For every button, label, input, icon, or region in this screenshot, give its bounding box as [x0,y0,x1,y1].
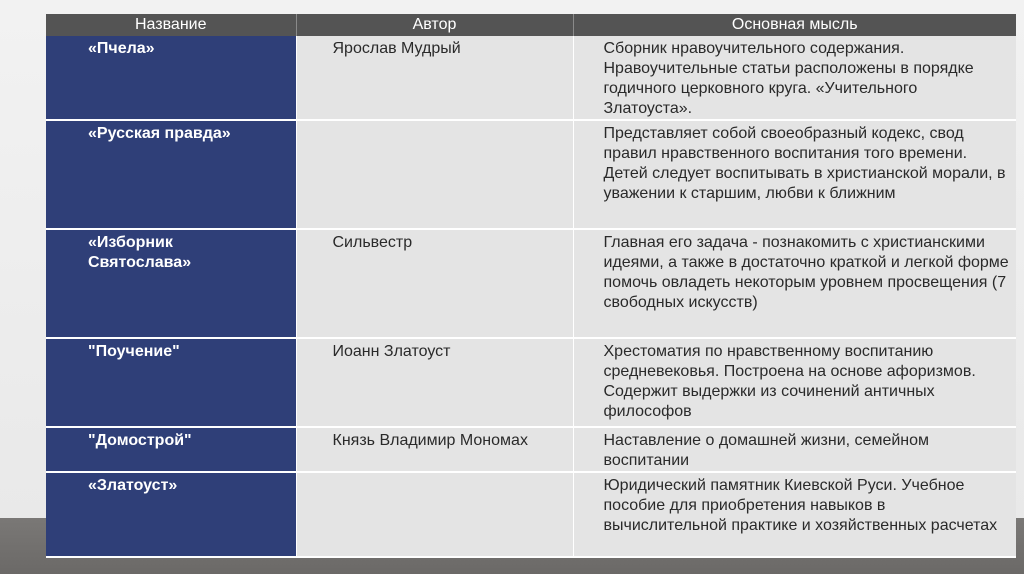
header-name: Название [46,14,296,36]
work-author: Сильвестр [296,229,573,338]
work-name-line: "Домострой" [88,432,192,449]
table-row [46,229,1016,338]
table-header-row [46,14,1016,36]
work-idea-text: Наставление о домашней жизни, семейном воспитании [603,432,930,469]
work-idea [573,472,1016,557]
work-idea [573,338,1016,427]
work-name [46,229,296,338]
table-row [46,36,1016,120]
work-name-line: «Русская правда» [88,125,231,142]
work-idea [573,36,1016,120]
work-name-line: Святослава» [88,254,192,271]
work-idea [573,120,1016,229]
work-name [46,36,296,120]
work-author: Князь Владимир Мономах [296,427,573,472]
work-name [46,120,296,229]
work-idea [573,427,1016,472]
work-idea-text: Юридический памятник Киевской Руси. Учебное пособие для приобретения навыков в вычислительной практике и хозяйственных расчетах [603,477,998,534]
work-author: Ярослав Мудрый [296,36,573,120]
work-idea-text: Представляет собой своеобразный кодекс, свод правил нравственного воспитания того времени. Детей следует воспитывать в христианской морали, в уважении к старшим, любви к ближним [603,125,1006,202]
work-idea [573,229,1016,338]
header-idea: Основная мысль [573,14,1016,36]
literature-table [46,14,1016,558]
work-author: Иоанн Златоуст [296,338,573,427]
work-name-line: «Златоуст» [88,477,178,494]
work-name [46,338,296,427]
work-idea-text: Хрестоматия по нравственному воспитанию средневековья. Построена на основе афоризмов. Содержит выдержки из сочинений античных философов [603,343,976,420]
work-name [46,472,296,557]
work-idea-text: Сборник нравоучительного содержания. Нравоучительные статьи расположены в порядке годичного церковного круга. «Учительного Златоуста». [603,40,974,117]
table-row [46,427,1016,472]
work-author [296,120,573,229]
work-idea-text: Главная его задача - познакомить с христианскими идеями, а также в достаточно краткой и легкой форме помочь овладеть некоторым уровнем просвещения (7 свободных искусств) [603,234,1009,311]
table-row [46,472,1016,557]
work-author [296,472,573,557]
table-row [46,338,1016,427]
work-name-line: «Изборник [88,234,173,251]
work-name [46,427,296,472]
table-row [46,120,1016,229]
work-name-line: «Пчела» [88,40,155,57]
header-author: Автор [296,14,573,36]
work-name-line: "Поучение" [88,343,180,360]
